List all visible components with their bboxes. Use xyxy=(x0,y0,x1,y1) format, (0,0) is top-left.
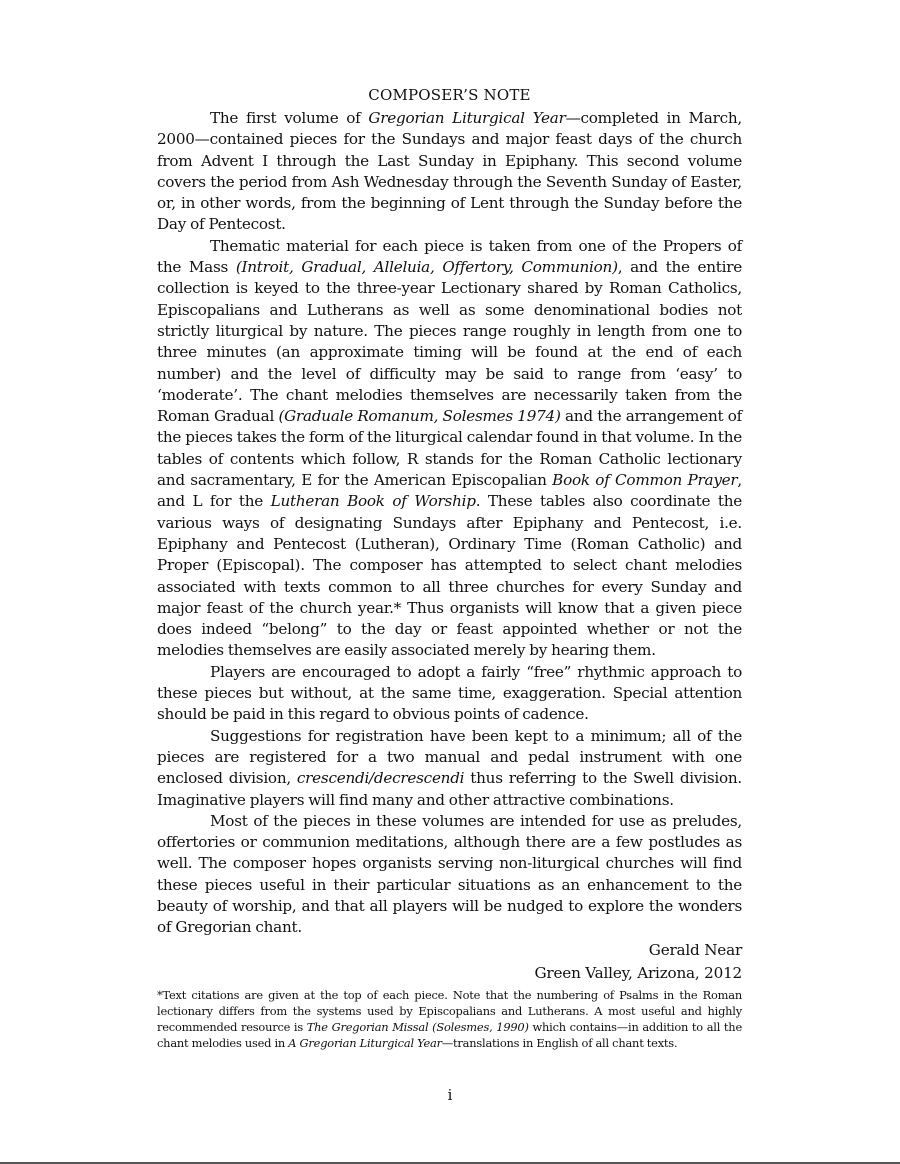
text-run: —translations in English of all chant texts. xyxy=(441,1035,678,1050)
text-run: Most of the pieces in these volumes are intended for use as preludes, offertories or communion meditations, although there are a few postludes as well. The composer hopes organists serving non-liturgical churches will find these pieces useful in their particular situations as an enhancement to the beauty of worship, and that all players will be nudged to explore the wonders of Gregorian chant. xyxy=(157,811,742,937)
text-run: —completed in March, 2000—contained pieces for the Sundays and major feast days of the church from Advent I through the Last Sunday in Epiphany. This second volume covers the period from Ash Wednesday through the Seventh Sunday of Easter, or, in other words, from the beginning of Lent through the Sunday before the Day of Pentecost. xyxy=(157,109,742,234)
paragraph-3 xyxy=(157,662,742,726)
text-run: , and L for the xyxy=(157,471,742,511)
text-run: which contains—in addition to all the chant melodies used in xyxy=(157,1019,742,1050)
page-title: COMPOSER’S NOTE xyxy=(368,86,531,104)
footnote xyxy=(157,987,742,1051)
text-run: . These tables also coordinate the various ways of designating Sundays after Epiphany and Pentecost, i.e. Epiphany and Pentecost (Lutheran), Ordinary Time (Roman Catholic) and Proper (Episcopal). The composer has attempted to select chant melodies associated with texts common to all three churches for every Sunday and major feast of the church year.* Thus organists will know that a given piece does indeed “belong” to the day or feast appointed whether or not the melodies themselves are easily associated merely by hearing them. xyxy=(157,492,742,660)
text-run: Thematic material for each piece is taken from one of the Propers of the Mass xyxy=(157,236,742,277)
paragraph-5 xyxy=(157,811,742,939)
italic-text-run: The Gregorian Missal (Solesmes, 1990) xyxy=(306,1019,529,1034)
paragraph-2 xyxy=(157,236,742,662)
paragraph-4 xyxy=(157,726,742,811)
italic-text-run: A Gregorian Liturgical Year xyxy=(288,1035,442,1050)
text-run: , and the entire collection is keyed to the three-year Lectionary shared by Roman Catholics, Episcopalians and Lutherans as well as some denominational bodies not strictly liturgical by nature. The pieces range roughly in length from one to three minutes (an approximate timing will be found at the end of each number) and the level of difficulty may be said to range from ‘easy’ to ‘moderate’. The chant melodies themselves are necessarily taken from the Roman Gradual xyxy=(157,258,742,426)
text-run: The first volume of xyxy=(210,109,369,127)
text-run: thus referring to the Swell division. Imaginative players will find many and other attractive combinations. xyxy=(157,769,742,809)
text-run: and the arrangement of the pieces takes the form of the liturgical calendar found in that volume. In the tables of contents which follow, R stands for the Roman Catholic lectionary and sacramentary, E for the American Episcopalian xyxy=(157,407,742,490)
italic-text-run: Book of Common Prayer xyxy=(552,471,738,490)
text-run: Players are encouraged to adopt a fairly “free” rhythmic approach to these pieces but without, at the same time, exaggeration. Special attention should be paid in this regard to obvious points of cadence. xyxy=(157,662,742,724)
document-page xyxy=(157,85,742,1051)
italic-text-run: (Graduale Romanum, Solesmes 1974) xyxy=(278,407,561,426)
signature-place-date: Green Valley, Arizona, 2012 xyxy=(534,963,742,982)
paragraph-1 xyxy=(157,108,742,236)
text-run: Suggestions for registration have been kept to a minimum; all of the pieces are registered for a two manual and pedal instrument with one enclosed division, xyxy=(157,726,742,788)
italic-text-run: crescendi/decrescendi xyxy=(296,769,465,788)
signature-block xyxy=(157,939,742,985)
italic-text-run: Lutheran Book of Worship xyxy=(270,492,476,511)
page-number: i xyxy=(447,1086,453,1104)
body-text xyxy=(157,108,742,939)
signature-name: Gerald Near xyxy=(648,940,742,959)
text-run: *Text citations are given at the top of each piece. Note that the numbering of Psalms in the Roman lectionary differs from the systems used by Episcopalians and Lutherans. A most useful and highly recommended resource is xyxy=(157,987,742,1034)
italic-text-run: Gregorian Liturgical Year xyxy=(368,109,566,127)
italic-text-run: (Introit, Gradual, Alleluia, Offertory, Communion) xyxy=(235,258,618,277)
